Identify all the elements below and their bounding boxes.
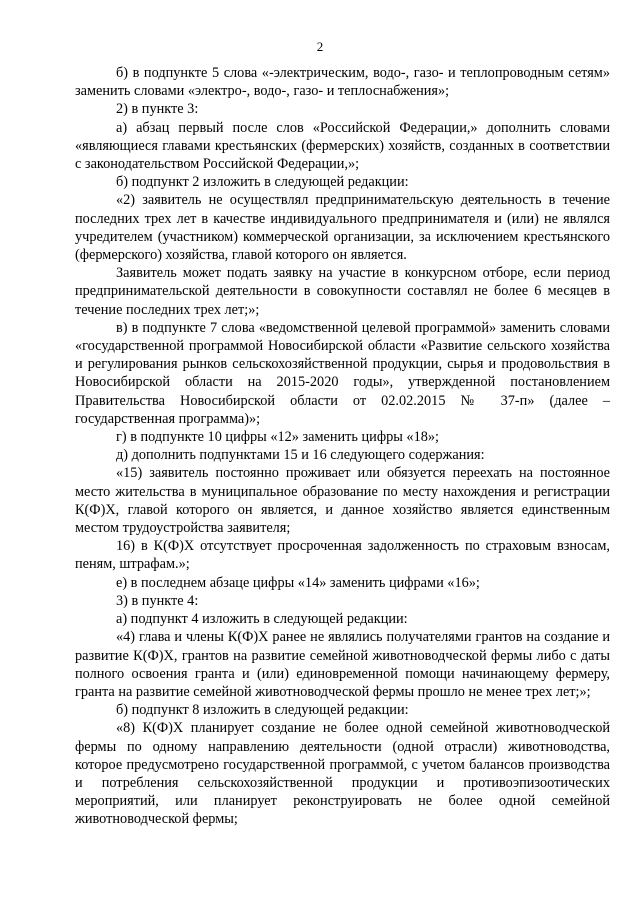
paragraph: 2) в пункте 3: [116,101,199,118]
paragraph: «15) заявитель постоянно проживает или обязуется переехать на постоянное место жительства в муниципальное образование по месту нахождения и регистрации К(Ф)Х, главой которого он является, и данное хозяйство является единственным местом трудоустройства заявителя; [75,465,610,537]
paragraph: а) подпункт 4 изложить в следующей редакции: [116,611,408,628]
paragraph: а) абзац первый после слов «Российской Федерации,» дополнить словами «являющиеся главами крестьянских (фермерских) хозяйств, созданных в соответствии с законодательством Российской Федерации,»; [75,119,610,173]
paragraph: «8) К(Ф)Х планирует создание не более одной семейной животноводческой фермы по одному направлению деятельности (одной отрасли) животноводства, которое предусмотрено государственной программой, с учетом балансов производства и потребления сельскохозяйственной продукции и противоэпизоотических мероприятий, или планирует реконструировать не более одной семейной животноводческой фермы; [75,720,610,828]
paragraph: г) в подпункте 10 цифры «12» заменить цифры «18»; [116,429,439,446]
paragraph: в) в подпункте 7 слова «ведомственной целевой программой» заменить словами «государственной программой Новосибирской области «Развитие сельского хозяйства и регулирования рынков сельскохозяйственной продукции, сырья и продовольствия в Новосибирской области на 2015-2020 годы», утвержденной постановлением Правительства Новосибирской области от 02.02.2015 № 37-п» (далее – государственная программа)»; [75,319,610,427]
paragraph: 3) в пункте 4: [116,592,199,609]
page-number: 2 [316,39,324,54]
paragraph: б) подпункт 8 изложить в следующей редакции: [116,702,409,719]
paragraph: б) в подпункте 5 слова «-электрическим, водо-, газо- и теплопроводным сетям» заменить словами «электро-, водо-, газо- и теплоснабжения»; [75,65,610,100]
paragraph: 16) в К(Ф)Х отсутствует просроченная задолженность по страховым взносам, пеням, штрафам.»; [75,538,610,573]
paragraph: е) в последнем абзаце цифры «14» заменить цифрами «16»; [116,574,480,591]
paragraph: «2) заявитель не осуществлял предпринимательскую деятельность в течение последних трех лет в качестве индивидуального предпринимателя и (или) не являлся учредителем (участником) коммерческой организации, за исключением крестьянского (фермерского) хозяйства, главой которого он является. [75,192,610,264]
paragraph: д) дополнить подпунктами 15 и 16 следующего содержания: [116,447,485,464]
paragraph: б) подпункт 2 изложить в следующей редакции: [116,174,409,191]
document-body [75,64,610,829]
paragraph: «4) глава и члены К(Ф)Х ранее не являлись получателями грантов на создание и развитие К(Ф)Х, грантов на развитие семейной животноводческой фермы либо с даты полного освоения гранта и (или) единовременной помощи начинающему фермеру, гранта на развитие семейной животноводческой фермы прошло не менее трех лет;»; [75,629,610,700]
paragraph: Заявитель может подать заявку на участие в конкурсном отборе, если период предпринимательской деятельности в совокупности составлял не более 6 месяцев в течение последних трех лет;»; [75,265,610,318]
